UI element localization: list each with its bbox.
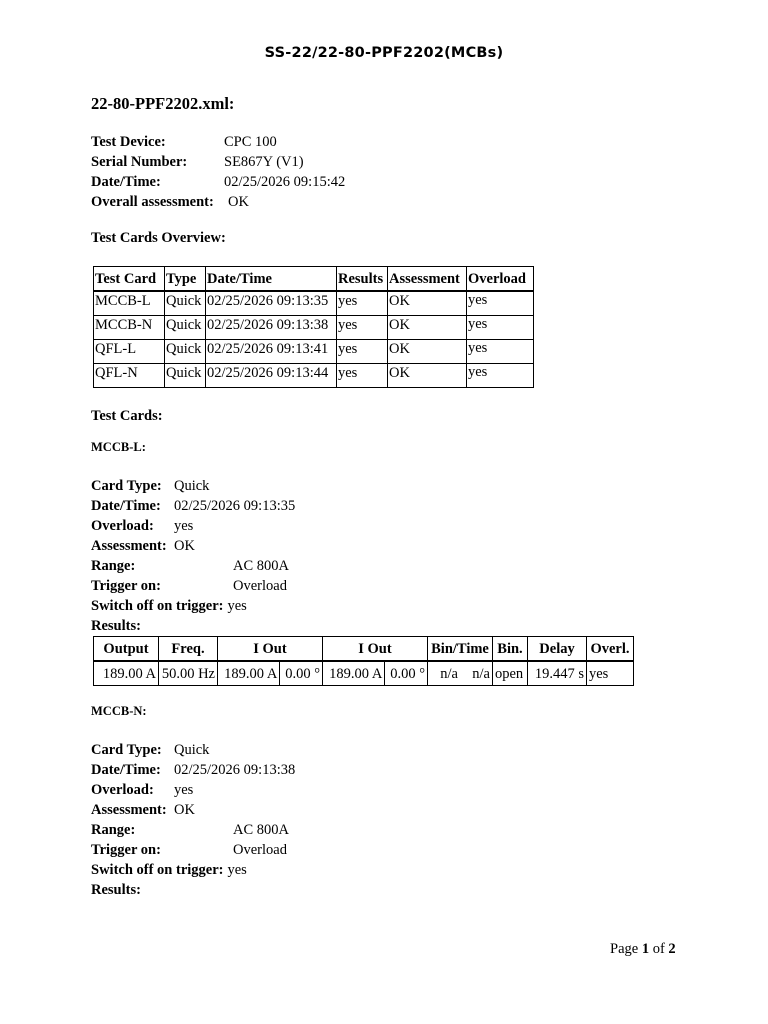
test-card-mccb-l bbox=[91, 438, 691, 686]
column-header: I Out bbox=[218, 637, 323, 662]
card-value: yes bbox=[174, 518, 194, 534]
card-label: Range: bbox=[91, 822, 136, 838]
column-header: Output bbox=[94, 637, 159, 662]
cell-assessment: OK bbox=[388, 364, 467, 388]
results-header-row bbox=[94, 637, 634, 662]
column-header: Test Card bbox=[94, 267, 165, 292]
cell-overload: yes bbox=[467, 340, 534, 364]
column-header: Overload bbox=[467, 267, 534, 292]
cell-results: yes bbox=[337, 364, 388, 388]
card-row-range bbox=[91, 820, 691, 840]
cell-overload: yes bbox=[467, 291, 534, 316]
test-cards-heading: Test Cards: bbox=[91, 408, 163, 424]
cell-type: Quick bbox=[165, 364, 206, 388]
cell-output: 189.00 A bbox=[94, 661, 159, 686]
card-value: Overload bbox=[233, 842, 287, 858]
info-value: OK bbox=[228, 194, 249, 210]
card-label: Trigger on: bbox=[91, 578, 161, 594]
page-current: 1 bbox=[641, 941, 650, 957]
results-table bbox=[93, 636, 634, 686]
card-name: MCCB-N: bbox=[91, 704, 147, 718]
cell-date-time: 02/25/2026 09:13:41 bbox=[206, 340, 337, 364]
overview-header-row bbox=[94, 267, 534, 292]
cell-overl: yes bbox=[587, 661, 634, 686]
cell-iout2-magnitude: 189.00 A bbox=[323, 661, 385, 686]
card-value: Quick bbox=[174, 478, 210, 494]
card-row-range bbox=[91, 556, 691, 576]
page-word: Page bbox=[610, 941, 639, 957]
cell-bin-time-b: n/a bbox=[460, 661, 493, 686]
card-value: OK bbox=[174, 538, 195, 554]
info-value: CPC 100 bbox=[224, 134, 277, 150]
card-row-overload bbox=[91, 516, 691, 536]
card-value: yes bbox=[174, 782, 194, 798]
cell-results: yes bbox=[337, 340, 388, 364]
card-row-date-time bbox=[91, 760, 691, 780]
card-row-trigger-on bbox=[91, 576, 691, 596]
card-value: Quick bbox=[174, 742, 210, 758]
column-header: Type bbox=[165, 267, 206, 292]
card-label: Switch off on trigger: bbox=[91, 862, 224, 878]
card-value: yes bbox=[227, 862, 247, 878]
card-row-assessment bbox=[91, 536, 691, 556]
overview-heading: Test Cards Overview: bbox=[91, 230, 226, 246]
info-label: Test Device: bbox=[91, 134, 166, 150]
card-label: Date/Time: bbox=[91, 762, 161, 778]
cell-iout1-angle: 0.00 ° bbox=[280, 661, 323, 686]
file-name-heading: 22-80-PPF2202.xml: bbox=[91, 94, 235, 113]
info-label: Date/Time: bbox=[91, 174, 161, 190]
info-row-overall-assessment bbox=[91, 192, 691, 212]
card-name: MCCB-L: bbox=[91, 440, 146, 454]
info-label: Serial Number: bbox=[91, 154, 188, 170]
card-label: Overload: bbox=[91, 782, 154, 798]
info-value: SE867Y (V1) bbox=[224, 154, 304, 170]
cell-type: Quick bbox=[165, 340, 206, 364]
device-info bbox=[91, 132, 691, 212]
info-label: Overall assessment: bbox=[91, 194, 214, 210]
page-total: 2 bbox=[668, 941, 676, 957]
info-value: 02/25/2026 09:15:42 bbox=[224, 174, 346, 190]
cell-assessment: OK bbox=[388, 340, 467, 364]
card-label: Switch off on trigger: bbox=[91, 598, 224, 614]
cell-iout1-magnitude: 189.00 A bbox=[218, 661, 280, 686]
cell-date-time: 02/25/2026 09:13:35 bbox=[206, 291, 337, 316]
card-value: OK bbox=[174, 802, 195, 818]
cell-overload: yes bbox=[467, 316, 534, 340]
cell-bin-time-a: n/a bbox=[428, 661, 461, 686]
cell-date-time: 02/25/2026 09:13:38 bbox=[206, 316, 337, 340]
card-label: Range: bbox=[91, 558, 136, 574]
cell-overload: yes bbox=[467, 364, 534, 388]
card-label: Trigger on: bbox=[91, 842, 161, 858]
column-header: Date/Time bbox=[206, 267, 337, 292]
card-value: AC 800A bbox=[233, 558, 289, 574]
card-value: AC 800A bbox=[233, 822, 289, 838]
report-content bbox=[91, 94, 691, 900]
cell-test-card: MCCB-N bbox=[94, 316, 165, 340]
card-row-assessment bbox=[91, 800, 691, 820]
table-row bbox=[94, 316, 534, 340]
cell-type: Quick bbox=[165, 291, 206, 316]
card-row-overload bbox=[91, 780, 691, 800]
table-row bbox=[94, 340, 534, 364]
of-word: of bbox=[652, 941, 665, 957]
card-row-card-type bbox=[91, 476, 691, 496]
results-label: Results: bbox=[91, 882, 141, 898]
card-value: 02/25/2026 09:13:35 bbox=[174, 498, 296, 514]
cell-test-card: QFL-N bbox=[94, 364, 165, 388]
card-row-switch-off bbox=[91, 596, 691, 616]
card-row-card-type bbox=[91, 740, 691, 760]
cell-date-time: 02/25/2026 09:13:44 bbox=[206, 364, 337, 388]
overview-table bbox=[93, 266, 534, 388]
card-row-date-time bbox=[91, 496, 691, 516]
card-row-trigger-on bbox=[91, 840, 691, 860]
cell-results: yes bbox=[337, 316, 388, 340]
cell-type: Quick bbox=[165, 316, 206, 340]
page-number bbox=[610, 941, 676, 958]
card-label: Date/Time: bbox=[91, 498, 161, 514]
column-header: Bin/Time bbox=[428, 637, 493, 662]
column-header: Bin. bbox=[493, 637, 528, 662]
column-header: Freq. bbox=[159, 637, 218, 662]
cell-delay: 19.447 s bbox=[528, 661, 587, 686]
card-row-results-label bbox=[91, 616, 691, 636]
results-label: Results: bbox=[91, 618, 141, 634]
card-label: Assessment: bbox=[91, 802, 167, 818]
card-row-results-label bbox=[91, 880, 691, 900]
table-row bbox=[94, 291, 534, 316]
card-label: Card Type: bbox=[91, 478, 162, 494]
test-card-mccb-n bbox=[91, 702, 691, 900]
cell-assessment: OK bbox=[388, 316, 467, 340]
card-value: Overload bbox=[233, 578, 287, 594]
column-header: Delay bbox=[528, 637, 587, 662]
table-row bbox=[94, 364, 534, 388]
table-row bbox=[94, 661, 634, 686]
column-header: Assessment bbox=[388, 267, 467, 292]
cell-test-card: MCCB-L bbox=[94, 291, 165, 316]
cell-test-card: QFL-L bbox=[94, 340, 165, 364]
cell-freq: 50.00 Hz bbox=[159, 661, 218, 686]
info-row-test-device bbox=[91, 132, 691, 152]
info-row-date-time bbox=[91, 172, 691, 192]
cell-assessment: OK bbox=[388, 291, 467, 316]
card-value: 02/25/2026 09:13:38 bbox=[174, 762, 296, 778]
document-header-title: SS-22/22-80-PPF2202(MCBs) bbox=[264, 45, 504, 61]
column-header: Overl. bbox=[587, 637, 634, 662]
info-row-serial-number bbox=[91, 152, 691, 172]
column-header: Results bbox=[337, 267, 388, 292]
card-label: Overload: bbox=[91, 518, 154, 534]
cell-bin: open bbox=[493, 661, 528, 686]
card-row-switch-off bbox=[91, 860, 691, 880]
card-label: Assessment: bbox=[91, 538, 167, 554]
cell-iout2-angle: 0.00 ° bbox=[385, 661, 428, 686]
column-header: I Out bbox=[323, 637, 428, 662]
card-value: yes bbox=[227, 598, 247, 614]
card-label: Card Type: bbox=[91, 742, 162, 758]
cell-results: yes bbox=[337, 291, 388, 316]
